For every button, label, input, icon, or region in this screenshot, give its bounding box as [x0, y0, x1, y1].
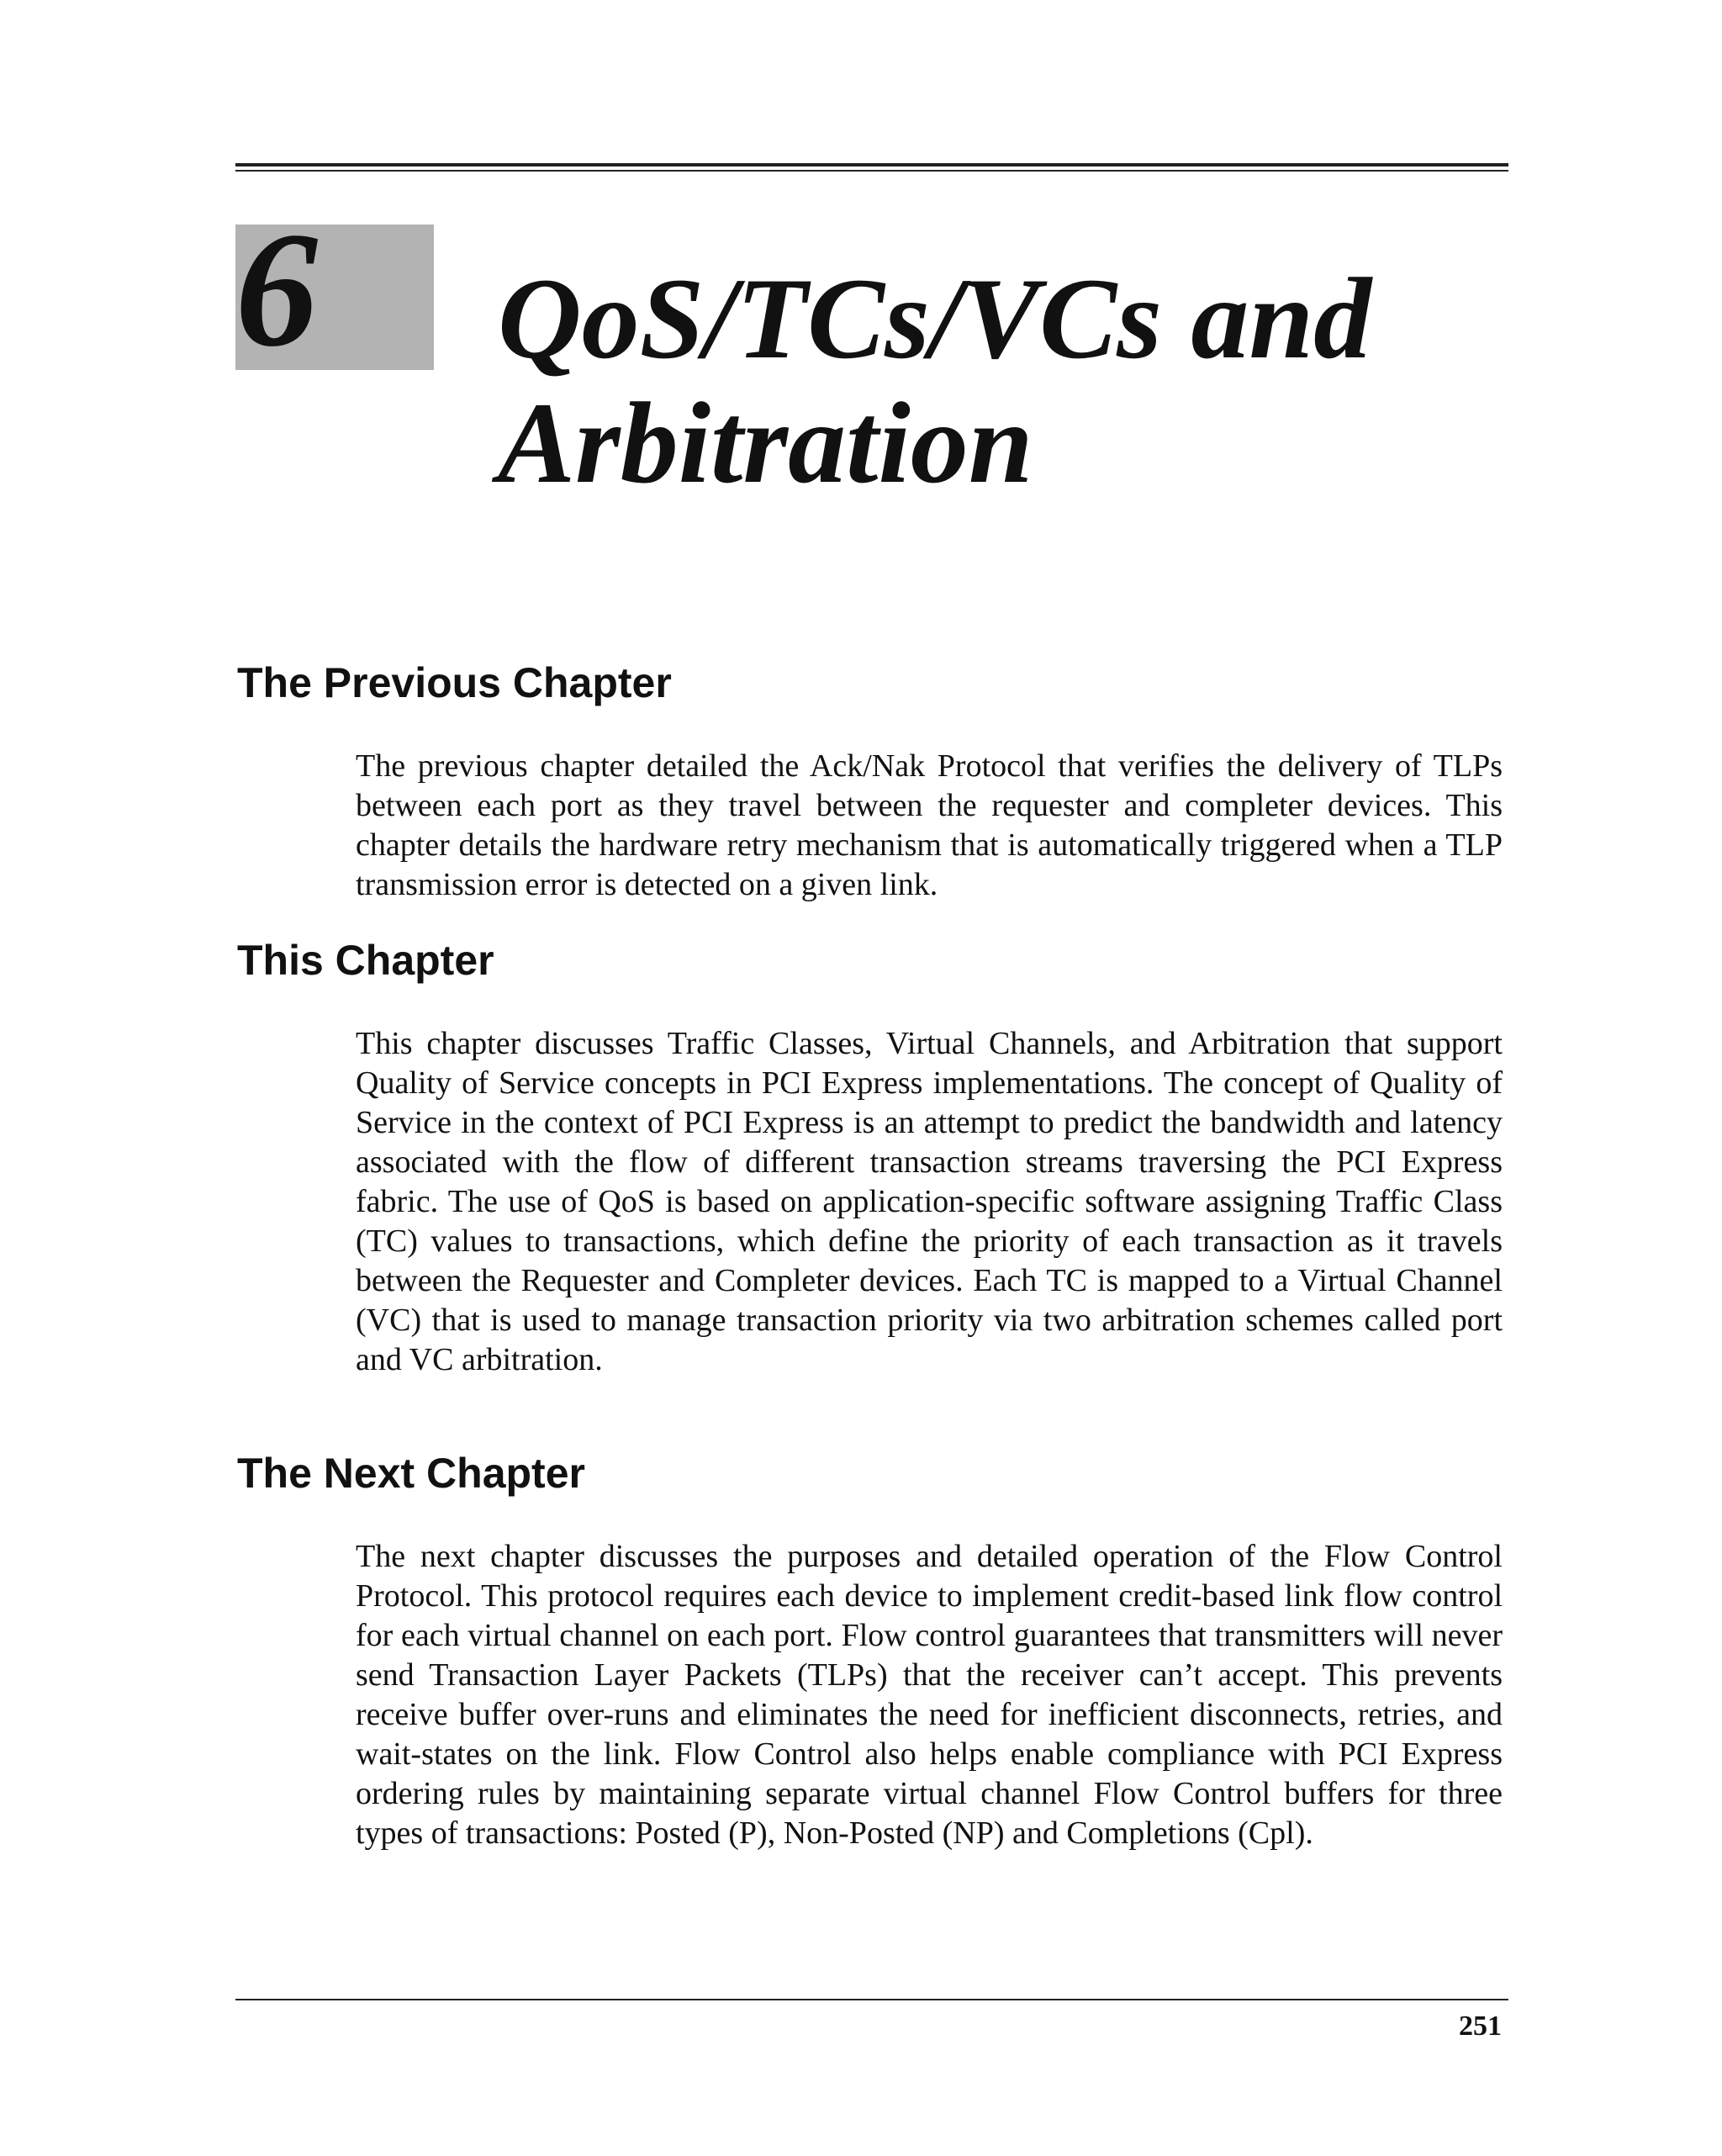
chapter-title-line-1: QoS/TCs/VCs and: [498, 254, 1372, 383]
section-heading-previous-chapter: The Previous Chapter: [237, 659, 672, 706]
chapter-number: 6: [235, 198, 318, 381]
section-heading-next-chapter: The Next Chapter: [237, 1450, 585, 1497]
section-body-previous-chapter: The previous chapter detailed the Ack/Nak Protocol that verifies the delivery of TLPs between each port as they travel between the requester and completer devices. This chapter details the hardware retry mechanism that is automatically triggered when a TLP transmission error is detected on a given link.: [356, 748, 1503, 902]
header-rule-thick: [235, 163, 1508, 166]
header-rule-thin: [235, 170, 1508, 172]
footer-rule: [235, 1999, 1508, 2000]
section-heading-this-chapter: This Chapter: [237, 937, 494, 984]
chapter-title: [498, 256, 1507, 505]
chapter-title-line-2: Arbitration: [498, 378, 1033, 507]
section-body-this-chapter: This chapter discusses Traffic Classes, Virtual Channels, and Arbitration that support Quality of Service concepts in PCI Express implementations. The concept of Quality of Service in the context of PCI Express is an attempt to predict the bandwidth and latency associated with the flow of different transaction streams traversing the PCI Express fabric. The use of QoS is based on application-specific software assigning Traffic Class (TC) values to transactions, which define the priority of each transaction as it travels between the Requester and Completer devices. Each TC is mapped to a Virtual Channel (VC) that is used to manage transaction priority via two arbitration schemes called port and VC arbitration.: [356, 1026, 1503, 1377]
page-number: 251: [1459, 2011, 1502, 2042]
section-body-next-chapter: The next chapter discusses the purposes and detailed operation of the Flow Control Protocol. This protocol requires each device to implement credit-based link flow control for each virtual channel on each port. Flow control guarantees that transmitters will never send Transaction Layer Packets (TLPs) that the receiver can’t accept. This prevents receive buffer over-runs and eliminates the need for inefficient disconnects, retries, and wait-states on the link. Flow Control also helps enable compliance with PCI Express ordering rules by maintaining separate virtual channel Flow Control buffers for three types of transactions: Posted (P), Non-Posted (NP) and Completions (Cpl).: [356, 1539, 1503, 1851]
